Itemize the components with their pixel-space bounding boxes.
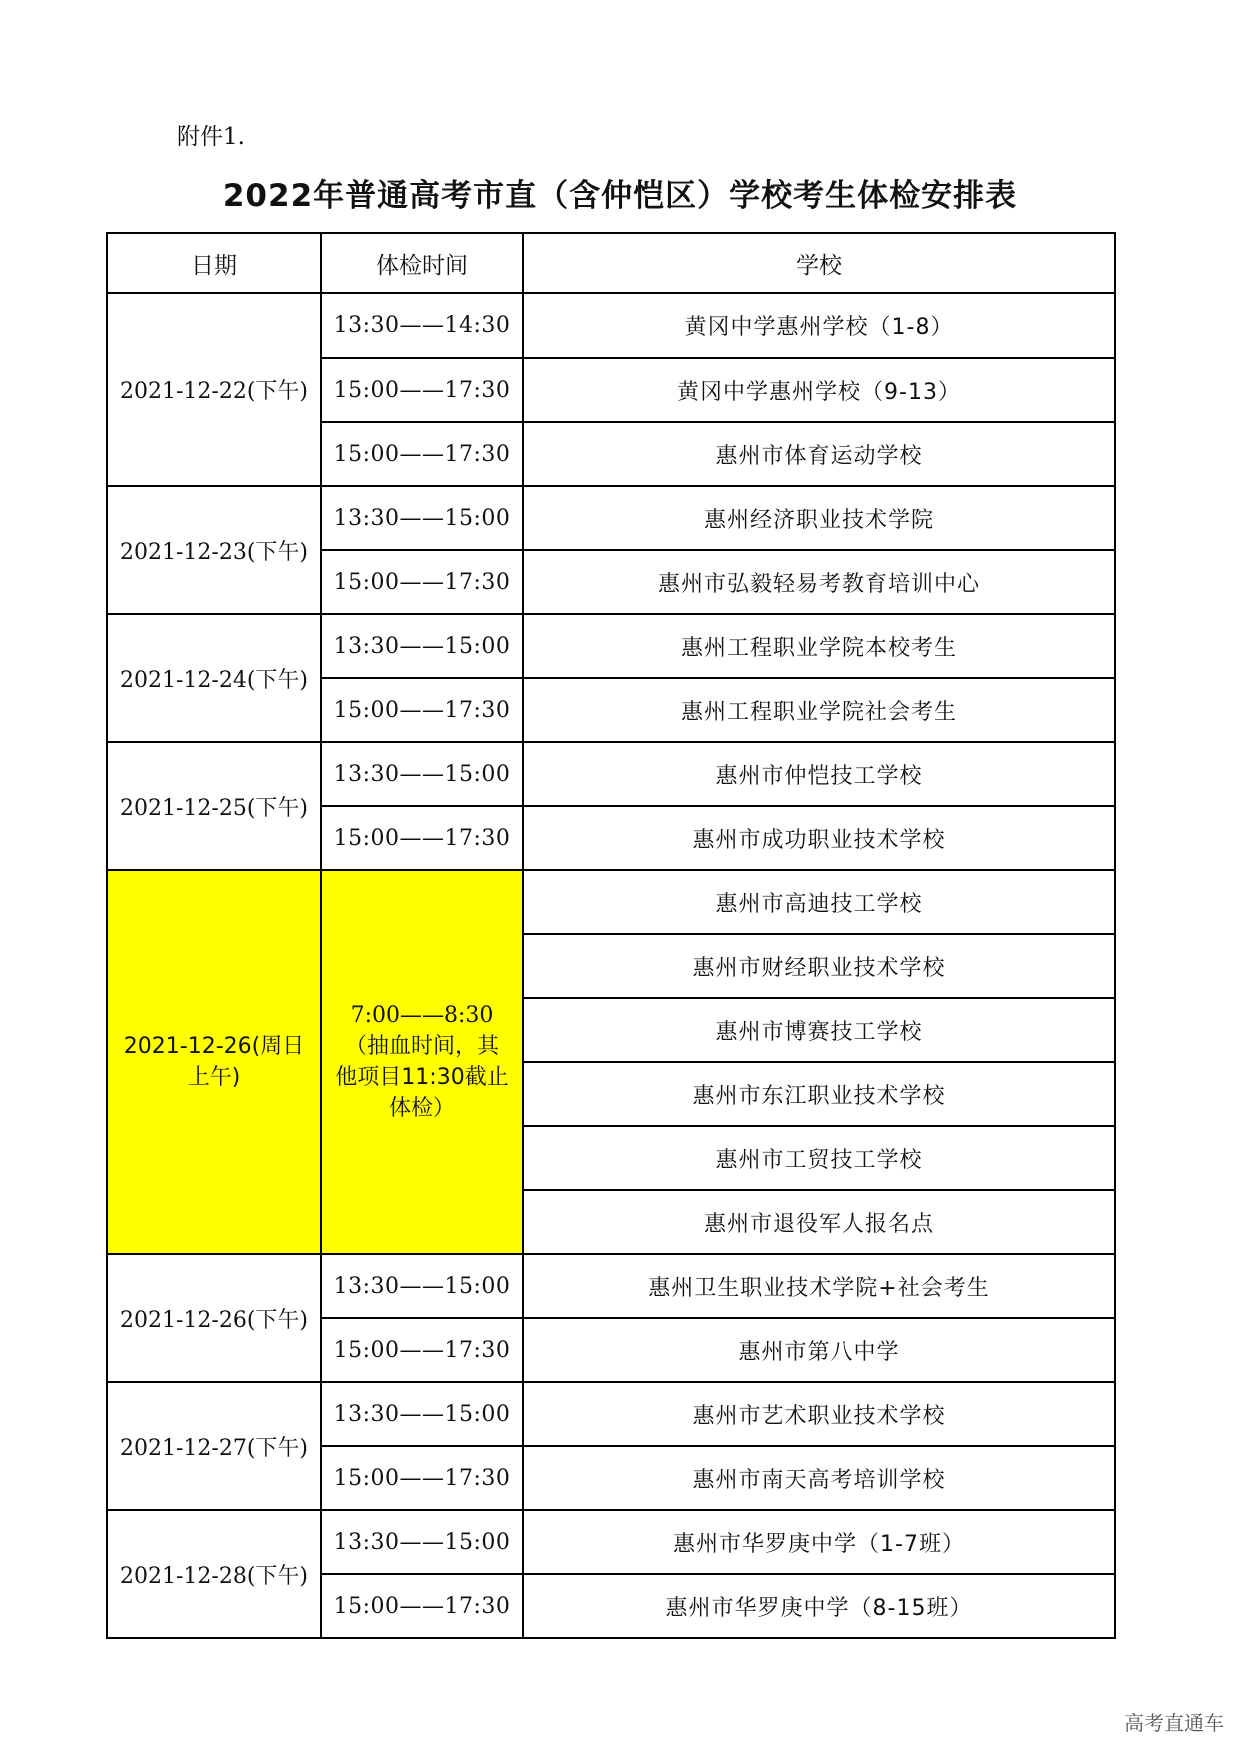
- school-cell: 惠州市成功职业技术学校: [523, 806, 1115, 870]
- time-cell: 13:30——15:00: [321, 742, 523, 806]
- time-line: 7:00——8:30: [350, 1003, 494, 1028]
- school-cell: 惠州市弘毅轻易考教育培训中心: [523, 550, 1115, 614]
- time-cell: 15:00——17:30: [321, 1318, 523, 1382]
- school-cell: 惠州市财经职业技术学校: [523, 934, 1115, 998]
- school-cell: 惠州市博赛技工学校: [523, 998, 1115, 1062]
- school-cell: 惠州市第八中学: [523, 1318, 1115, 1382]
- table-row: [107, 486, 1115, 550]
- time-note-line: （抽血时间，其: [344, 1034, 499, 1059]
- time-cell: 13:30——14:30: [321, 293, 523, 358]
- time-cell: 13:30——15:00: [321, 1510, 523, 1574]
- time-cell: 15:00——17:30: [321, 806, 523, 870]
- date-cell: 2021-12-23(下午): [107, 486, 321, 614]
- time-cell-highlighted: [321, 870, 523, 1254]
- date-cell: 2021-12-25(下午): [107, 742, 321, 870]
- school-cell: 惠州经济职业技术学院: [523, 486, 1115, 550]
- time-cell: 15:00——17:30: [321, 1446, 523, 1510]
- school-cell: 惠州市仲恺技工学校: [523, 742, 1115, 806]
- date-cell: 2021-12-26(下午): [107, 1254, 321, 1382]
- date-cell: 2021-12-28(下午): [107, 1510, 321, 1638]
- time-note-line: 体检）: [388, 1096, 455, 1121]
- table-row: [107, 293, 1115, 358]
- time-cell: 15:00——17:30: [321, 358, 523, 422]
- time-cell: 15:00——17:30: [321, 1574, 523, 1638]
- date-cell: 2021-12-24(下午): [107, 614, 321, 742]
- school-cell: 惠州市华罗庚中学（8-15班）: [523, 1574, 1115, 1638]
- page-title: 2022年普通高考市直（含仲恺区）学校考生体检安排表: [222, 178, 1018, 214]
- time-cell: 13:30——15:00: [321, 486, 523, 550]
- time-cell: 13:30——15:00: [321, 1254, 523, 1318]
- school-cell: 惠州市工贸技工学校: [523, 1126, 1115, 1190]
- school-cell: 黄冈中学惠州学校（9-13）: [523, 358, 1115, 422]
- date-line: 2021-12-26(周日: [123, 1034, 305, 1059]
- schedule-table: [106, 232, 1116, 1639]
- table-row: [107, 1254, 1115, 1318]
- school-cell: 惠州市退役军人报名点: [523, 1190, 1115, 1254]
- date-cell: 2021-12-27(下午): [107, 1382, 321, 1510]
- attachment-label: 附件1.: [177, 124, 245, 150]
- table-row: [107, 742, 1115, 806]
- time-cell: 15:00——17:30: [321, 422, 523, 486]
- header-school: 学校: [523, 233, 1115, 293]
- school-cell: 惠州卫生职业技术学院+社会考生: [523, 1254, 1115, 1318]
- table-row: [107, 614, 1115, 678]
- time-cell: 15:00——17:30: [321, 678, 523, 742]
- school-cell: 惠州市艺术职业技术学校: [523, 1382, 1115, 1446]
- time-cell: 13:30——15:00: [321, 614, 523, 678]
- table-row: [107, 1510, 1115, 1574]
- school-cell: 惠州市华罗庚中学（1-7班）: [523, 1510, 1115, 1574]
- header-date: 日期: [107, 233, 321, 293]
- time-note-line: 他项目11:30截止: [335, 1065, 509, 1090]
- header-row: [107, 233, 1115, 293]
- school-cell: 惠州工程职业学院本校考生: [523, 614, 1115, 678]
- time-cell: 13:30——15:00: [321, 1382, 523, 1446]
- header-time: 体检时间: [321, 233, 523, 293]
- school-cell: 黄冈中学惠州学校（1-8）: [523, 293, 1115, 358]
- table-row: [107, 1382, 1115, 1446]
- school-cell: 惠州市东江职业技术学校: [523, 1062, 1115, 1126]
- school-cell: 惠州工程职业学院社会考生: [523, 678, 1115, 742]
- watermark: 高考直通车: [1124, 1711, 1224, 1735]
- date-cell: 2021-12-22(下午): [107, 293, 321, 486]
- time-cell: 15:00——17:30: [321, 550, 523, 614]
- date-line: 上午): [187, 1065, 241, 1090]
- date-cell-highlighted: [107, 870, 321, 1254]
- table-row: [107, 870, 1115, 934]
- school-cell: 惠州市高迪技工学校: [523, 870, 1115, 934]
- school-cell: 惠州市南天高考培训学校: [523, 1446, 1115, 1510]
- school-cell: 惠州市体育运动学校: [523, 422, 1115, 486]
